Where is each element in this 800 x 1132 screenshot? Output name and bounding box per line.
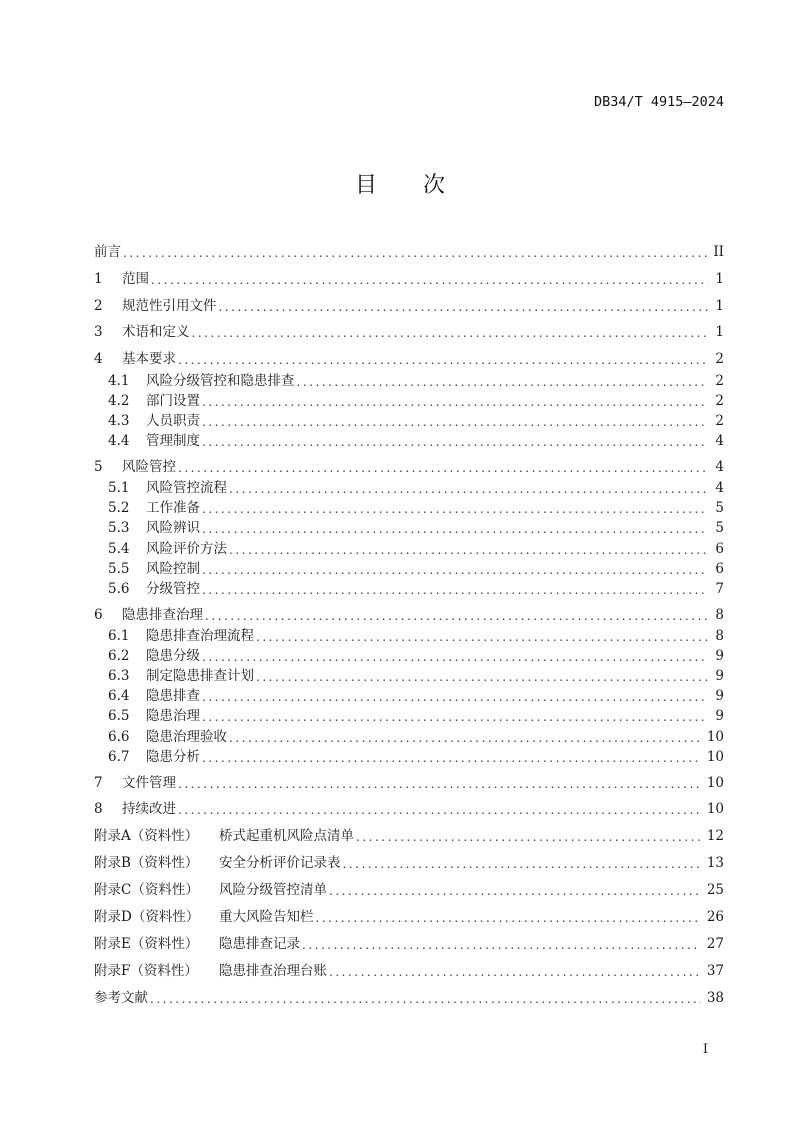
toc-entry-page: 10 <box>706 729 724 745</box>
toc-entry-page: 1 <box>715 298 724 314</box>
toc-entry-number: 6 <box>94 607 103 623</box>
toc-entry-title: 风险评价方法 <box>146 541 227 557</box>
leader-dots <box>329 883 701 899</box>
appendix-label: 附录C（资料性） <box>94 882 199 898</box>
toc-entry-title: 参考文献 <box>94 990 148 1006</box>
toc-entry-title: 风险管控 <box>122 459 176 475</box>
toc-entry-number: 4.2 <box>108 393 130 409</box>
toc-entry-page: 9 <box>715 668 724 684</box>
toc-entry-page: 13 <box>706 855 724 871</box>
toc-entry-title: 隐患分析 <box>146 749 200 765</box>
toc-entry-number: 4.3 <box>108 413 130 429</box>
appendix-label: 附录D（资料性） <box>94 909 200 925</box>
toc-entry-page: 8 <box>715 607 724 623</box>
toc-entry-references[interactable] <box>94 989 724 1007</box>
leader-dots <box>202 521 708 537</box>
toc-subentry[interactable] <box>94 707 724 725</box>
toc-entry-page: 2 <box>715 373 724 389</box>
toc-entry-page: 9 <box>715 648 724 664</box>
toc-entry-title: 管理制度 <box>146 433 200 449</box>
toc-entry-title: 风险控制 <box>146 561 200 577</box>
toc-entry-page: 38 <box>706 990 724 1006</box>
toc-entry-number: 5.1 <box>108 480 130 496</box>
toc-entry-title: 风险管控流程 <box>146 480 227 496</box>
appendix-label: 附录B（资料性） <box>94 855 199 871</box>
toc-entry-title: 重大风险告知栏 <box>219 909 314 925</box>
toc-entry-title: 隐患分级 <box>146 648 200 664</box>
leader-dots <box>202 582 708 598</box>
toc-subentry[interactable] <box>94 432 724 450</box>
toc-subentry[interactable] <box>94 479 724 497</box>
toc-entry-number: 4.1 <box>108 373 130 389</box>
toc-entry-page: 4 <box>715 459 724 475</box>
leader-dots <box>202 649 708 665</box>
toc-entry-page: 2 <box>715 413 724 429</box>
toc-entry-title: 隐患排查 <box>146 688 200 704</box>
toc-subentry[interactable] <box>94 647 724 665</box>
toc-subentry[interactable] <box>94 372 724 390</box>
leader-dots <box>316 910 701 926</box>
toc-entry[interactable] <box>94 458 724 476</box>
toc-entry-page: 2 <box>715 351 724 367</box>
toc-entry-page: 6 <box>715 561 724 577</box>
leader-dots <box>178 776 701 792</box>
appendix-label: 附录A（资料性） <box>94 828 199 844</box>
toc-entry-title: 风险辨识 <box>146 520 200 536</box>
toc-entry-page: II <box>713 244 724 260</box>
leader-dots <box>151 272 708 288</box>
leader-dots <box>229 730 701 746</box>
toc-entry-page: 1 <box>715 271 724 287</box>
toc-entry-title: 安全分析评价记录表 <box>219 855 341 871</box>
toc-entry-number: 7 <box>94 775 103 791</box>
leader-dots <box>343 856 701 872</box>
appendix-label: 附录F（资料性） <box>94 963 198 979</box>
leader-dots <box>192 325 709 341</box>
leader-dots <box>202 689 708 705</box>
toc-entry-page: 1 <box>715 324 724 340</box>
page-title <box>0 168 800 199</box>
toc-entry-page: 9 <box>715 708 724 724</box>
toc-entry-title: 隐患排查治理台账 <box>219 963 327 979</box>
toc-subentry[interactable] <box>94 667 724 685</box>
toc-entry-page: 9 <box>715 688 724 704</box>
toc-entry-number: 6.4 <box>108 688 130 704</box>
leader-dots <box>202 394 708 410</box>
toc-entry-title: 基本要求 <box>122 351 176 367</box>
toc-entry-number: 5.4 <box>108 541 130 557</box>
toc-entry[interactable] <box>94 606 724 624</box>
toc-entry-page: 8 <box>715 628 724 644</box>
leader-dots <box>302 937 701 953</box>
toc-entry-page: 5 <box>715 520 724 536</box>
leader-dots <box>202 501 708 517</box>
toc-subentry[interactable] <box>94 580 724 598</box>
toc-entry-number: 1 <box>94 271 103 287</box>
leader-dots <box>202 434 708 450</box>
appendix-label: 附录E（资料性） <box>94 936 199 952</box>
toc-entry-page: 27 <box>706 936 724 952</box>
toc-entry-number: 6.7 <box>108 749 130 765</box>
toc-entry-title: 范围 <box>122 271 149 287</box>
toc-subentry[interactable] <box>94 748 724 766</box>
leader-dots <box>202 414 708 430</box>
leader-dots <box>205 608 708 624</box>
toc-entry-foreword[interactable] <box>94 243 724 261</box>
toc-entry-number: 6.2 <box>108 648 130 664</box>
standard-code: DB34/T 4915—2024 <box>593 94 724 110</box>
toc-appendix-entry[interactable] <box>94 854 724 872</box>
toc-entry-number: 5 <box>94 459 103 475</box>
toc-subentry[interactable] <box>94 728 724 746</box>
toc-subentry[interactable] <box>94 392 724 410</box>
toc-entry[interactable] <box>94 323 724 341</box>
leader-dots <box>229 481 708 497</box>
leader-dots <box>202 750 701 766</box>
leader-dots <box>178 352 708 368</box>
toc-entry-page: 37 <box>706 963 724 979</box>
toc-entry-title: 文件管理 <box>122 775 176 791</box>
toc-entry-title: 风险分级管控清单 <box>219 882 327 898</box>
toc-subentry[interactable] <box>94 519 724 537</box>
toc-entry-number: 3 <box>94 324 103 340</box>
toc-entry-number: 5.3 <box>108 520 130 536</box>
toc-entry-page: 4 <box>715 433 724 449</box>
toc-entry-number: 6.5 <box>108 708 130 724</box>
toc-entry-page: 25 <box>706 882 724 898</box>
leader-dots <box>178 460 708 476</box>
leader-dots <box>219 299 709 315</box>
toc-subentry[interactable] <box>94 499 724 517</box>
toc-entry-number: 6.3 <box>108 668 130 684</box>
toc-entry-title: 部门设置 <box>146 393 200 409</box>
leader-dots <box>150 991 701 1007</box>
toc-entry[interactable] <box>94 350 724 368</box>
toc-entry[interactable] <box>94 297 724 315</box>
toc-entry-title: 隐患排查治理流程 <box>146 628 254 644</box>
toc-entry-number: 8 <box>94 801 103 817</box>
toc-entry-page: 2 <box>715 393 724 409</box>
leader-dots <box>256 669 708 685</box>
toc-entry-page: 12 <box>706 828 724 844</box>
toc-entry[interactable] <box>94 800 724 818</box>
toc-entry-page: 10 <box>706 801 724 817</box>
toc-entry-page: 26 <box>706 909 724 925</box>
toc-entry-number: 4.4 <box>108 433 130 449</box>
toc-entry-title: 风险分级管控和隐患排查 <box>146 373 295 389</box>
toc-subentry[interactable] <box>94 560 724 578</box>
toc-entry[interactable] <box>94 270 724 288</box>
leader-dots <box>329 964 701 980</box>
toc-entry-title: 隐患排查记录 <box>219 936 300 952</box>
toc-entry-page: 6 <box>715 541 724 557</box>
toc-entry-number: 6.6 <box>108 729 130 745</box>
toc-entry-title: 工作准备 <box>146 500 200 516</box>
toc-entry-title: 隐患治理 <box>146 708 200 724</box>
toc-entry-number: 6.1 <box>108 628 130 644</box>
toc-appendix-entry[interactable] <box>94 827 724 845</box>
leader-dots <box>256 629 708 645</box>
toc-entry-page: 7 <box>715 581 724 597</box>
toc-entry-title: 桥式起重机风险点清单 <box>219 828 354 844</box>
toc-entry-page: 10 <box>706 749 724 765</box>
toc-entry-title: 术语和定义 <box>122 324 190 340</box>
title-char-2: 次 <box>423 173 446 198</box>
toc-appendix-entry[interactable] <box>94 962 724 980</box>
toc-entry-title: 制定隐患排查计划 <box>146 668 254 684</box>
toc-entry-page: 4 <box>715 480 724 496</box>
leader-dots <box>202 562 708 578</box>
toc-entry[interactable] <box>94 774 724 792</box>
toc-entry-title: 隐患治理验收 <box>146 729 227 745</box>
toc-entry-page: 10 <box>706 775 724 791</box>
toc-entry-number: 5.5 <box>108 561 130 577</box>
title-char-1: 目 <box>354 173 377 198</box>
toc-entry-number: 4 <box>94 351 103 367</box>
toc-appendix-entry[interactable] <box>94 881 724 899</box>
toc-entry-title: 前言 <box>94 244 121 260</box>
toc-appendix-entry[interactable] <box>94 908 724 926</box>
leader-dots <box>297 374 709 390</box>
toc-entry-number: 5.2 <box>108 500 130 516</box>
toc-entry-title: 人员职责 <box>146 413 200 429</box>
toc-entry-title: 隐患排查治理 <box>122 607 203 623</box>
toc-subentry[interactable] <box>94 687 724 705</box>
toc-entry-number: 5.6 <box>108 581 130 597</box>
leader-dots <box>356 829 701 845</box>
leader-dots <box>123 245 707 261</box>
toc-entry-title: 规范性引用文件 <box>122 298 217 314</box>
toc-entry-page: 5 <box>715 500 724 516</box>
toc-entry-number: 2 <box>94 298 103 314</box>
leader-dots <box>229 542 708 558</box>
toc-appendix-entry[interactable] <box>94 935 724 953</box>
toc-subentry[interactable] <box>94 412 724 430</box>
toc-subentry[interactable] <box>94 627 724 645</box>
page-number: I <box>702 1042 708 1057</box>
toc-entry-title: 分级管控 <box>146 581 200 597</box>
toc-subentry[interactable] <box>94 540 724 558</box>
leader-dots <box>202 709 708 725</box>
leader-dots <box>178 802 701 818</box>
toc-entry-title: 持续改进 <box>122 801 176 817</box>
